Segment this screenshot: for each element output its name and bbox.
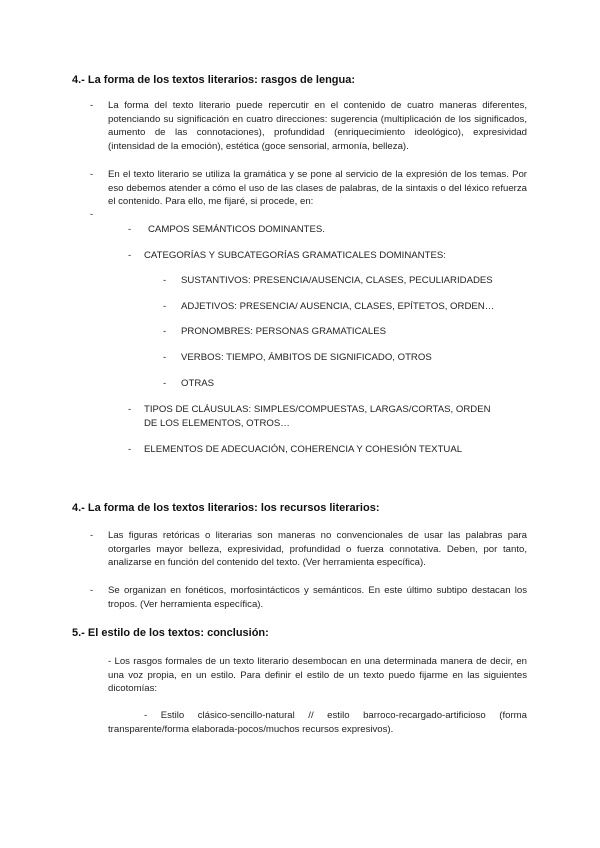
section-heading-recursos-literarios: 4.- La forma de los textos literarios: los recursos literarios: <box>72 502 380 514</box>
sublist-item-sustantivos: SUSTANTIVOS: PRESENCIA/AUSENCIA, CLASES, PECULIARIDADES <box>181 275 493 286</box>
paragraph-forma-texto-literario: La forma del texto literario puede repercutir en el contenido de cuatro maneras diferentes, potenciando su significación en cuatro direcciones: sugerencia (multiplicación de los significados, aumento de las connotaciones), profundidad (enriquecimiento ideológico), expresividad (intensidad de la emoción), estética (goce sensorial, armonía, belleza). <box>108 100 527 152</box>
paragraph-figuras-retoricas: Las figuras retóricas o literarias son maneras no convencionales de usar las palabras para otorgarles mayor belleza, expresividad, profundidad o fuerza connotativa. Deben, por tanto, analizarse en función del contenido del texto. (Ver herramienta específica). <box>108 530 527 568</box>
paragraph-gramatica-expresion: En el texto literario se utiliza la gramática y se pone al servicio de la expresión de los temas. Por eso debemos atender a cómo el uso de las clases de palabras, de la sintaxis o del léxico refuerza el contenido. Para ello, me fijaré, si procede, en: <box>108 169 527 207</box>
sublist-item-otras: OTRAS <box>181 378 215 389</box>
sublist-dash: - <box>163 378 167 389</box>
paragraph-dicotomia-estilo: - Estilo clásico-sencillo-natural // estilo barroco-recargado-artificioso (forma transparente/forma elaborada-pocos/muchos recursos expresivos). <box>108 710 527 735</box>
list-dash: - <box>128 224 132 235</box>
list-dash: - <box>128 404 132 415</box>
sublist-dash: - <box>163 301 167 312</box>
section-heading-rasgos-de-lengua: 4.- La forma de los textos literarios: rasgos de lengua: <box>72 74 356 86</box>
paragraph-rasgos-formales: - Los rasgos formales de un texto literario desembocan en una determinada manera de decir, en una voz propia, en un estilo. Para definir el estilo de un texto puedo fijarme en las siguientes dicotomías: <box>108 656 527 694</box>
bullet-dash: - <box>90 585 94 596</box>
list-item-elementos-adecuacion: ELEMENTOS DE ADECUACIÓN, COHERENCIA Y COHESIÓN TEXTUAL <box>144 444 463 455</box>
list-item-categorias-gramaticales: CATEGORÍAS Y SUBCATEGORÍAS GRAMATICALES DOMINANTES: <box>144 250 446 261</box>
sublist-item-adjetivos: ADJETIVOS: PRESENCIA/ AUSENCIA, CLASES, EPÍTETOS, ORDEN… <box>181 301 495 312</box>
section-heading-estilo-conclusion: 5.- El estilo de los textos: conclusión: <box>72 627 269 639</box>
bullet-dash: - <box>90 100 94 111</box>
sublist-dash: - <box>163 326 167 337</box>
sublist-item-pronombres: PRONOMBRES: PERSONAS GRAMATICALES <box>181 326 387 337</box>
bullet-dash: - <box>90 530 94 541</box>
list-dash: - <box>128 250 132 261</box>
sublist-dash: - <box>163 352 167 363</box>
bullet-dash: - <box>90 169 94 180</box>
list-item-tipos-clausulas: TIPOS DE CLÁUSULAS: SIMPLES/COMPUESTAS, LARGAS/CORTAS, ORDEN DE LOS ELEMENTOS, OTROS… <box>144 404 491 429</box>
list-item-campos-semanticos: CAMPOS SEMÁNTICOS DOMINANTES. <box>148 224 325 235</box>
sublist-item-verbos: VERBOS: TIEMPO, ÁMBITOS DE SIGNIFICADO, OTROS <box>181 352 432 363</box>
sublist-dash: - <box>163 275 167 286</box>
bullet-dash-empty: - <box>90 209 94 220</box>
paragraph-organizacion-recursos: Se organizan en fonéticos, morfosintácticos y semánticos. En este último subtipo destacan los tropos. (Ver herramienta específica). <box>108 585 527 610</box>
list-dash: - <box>128 444 132 455</box>
